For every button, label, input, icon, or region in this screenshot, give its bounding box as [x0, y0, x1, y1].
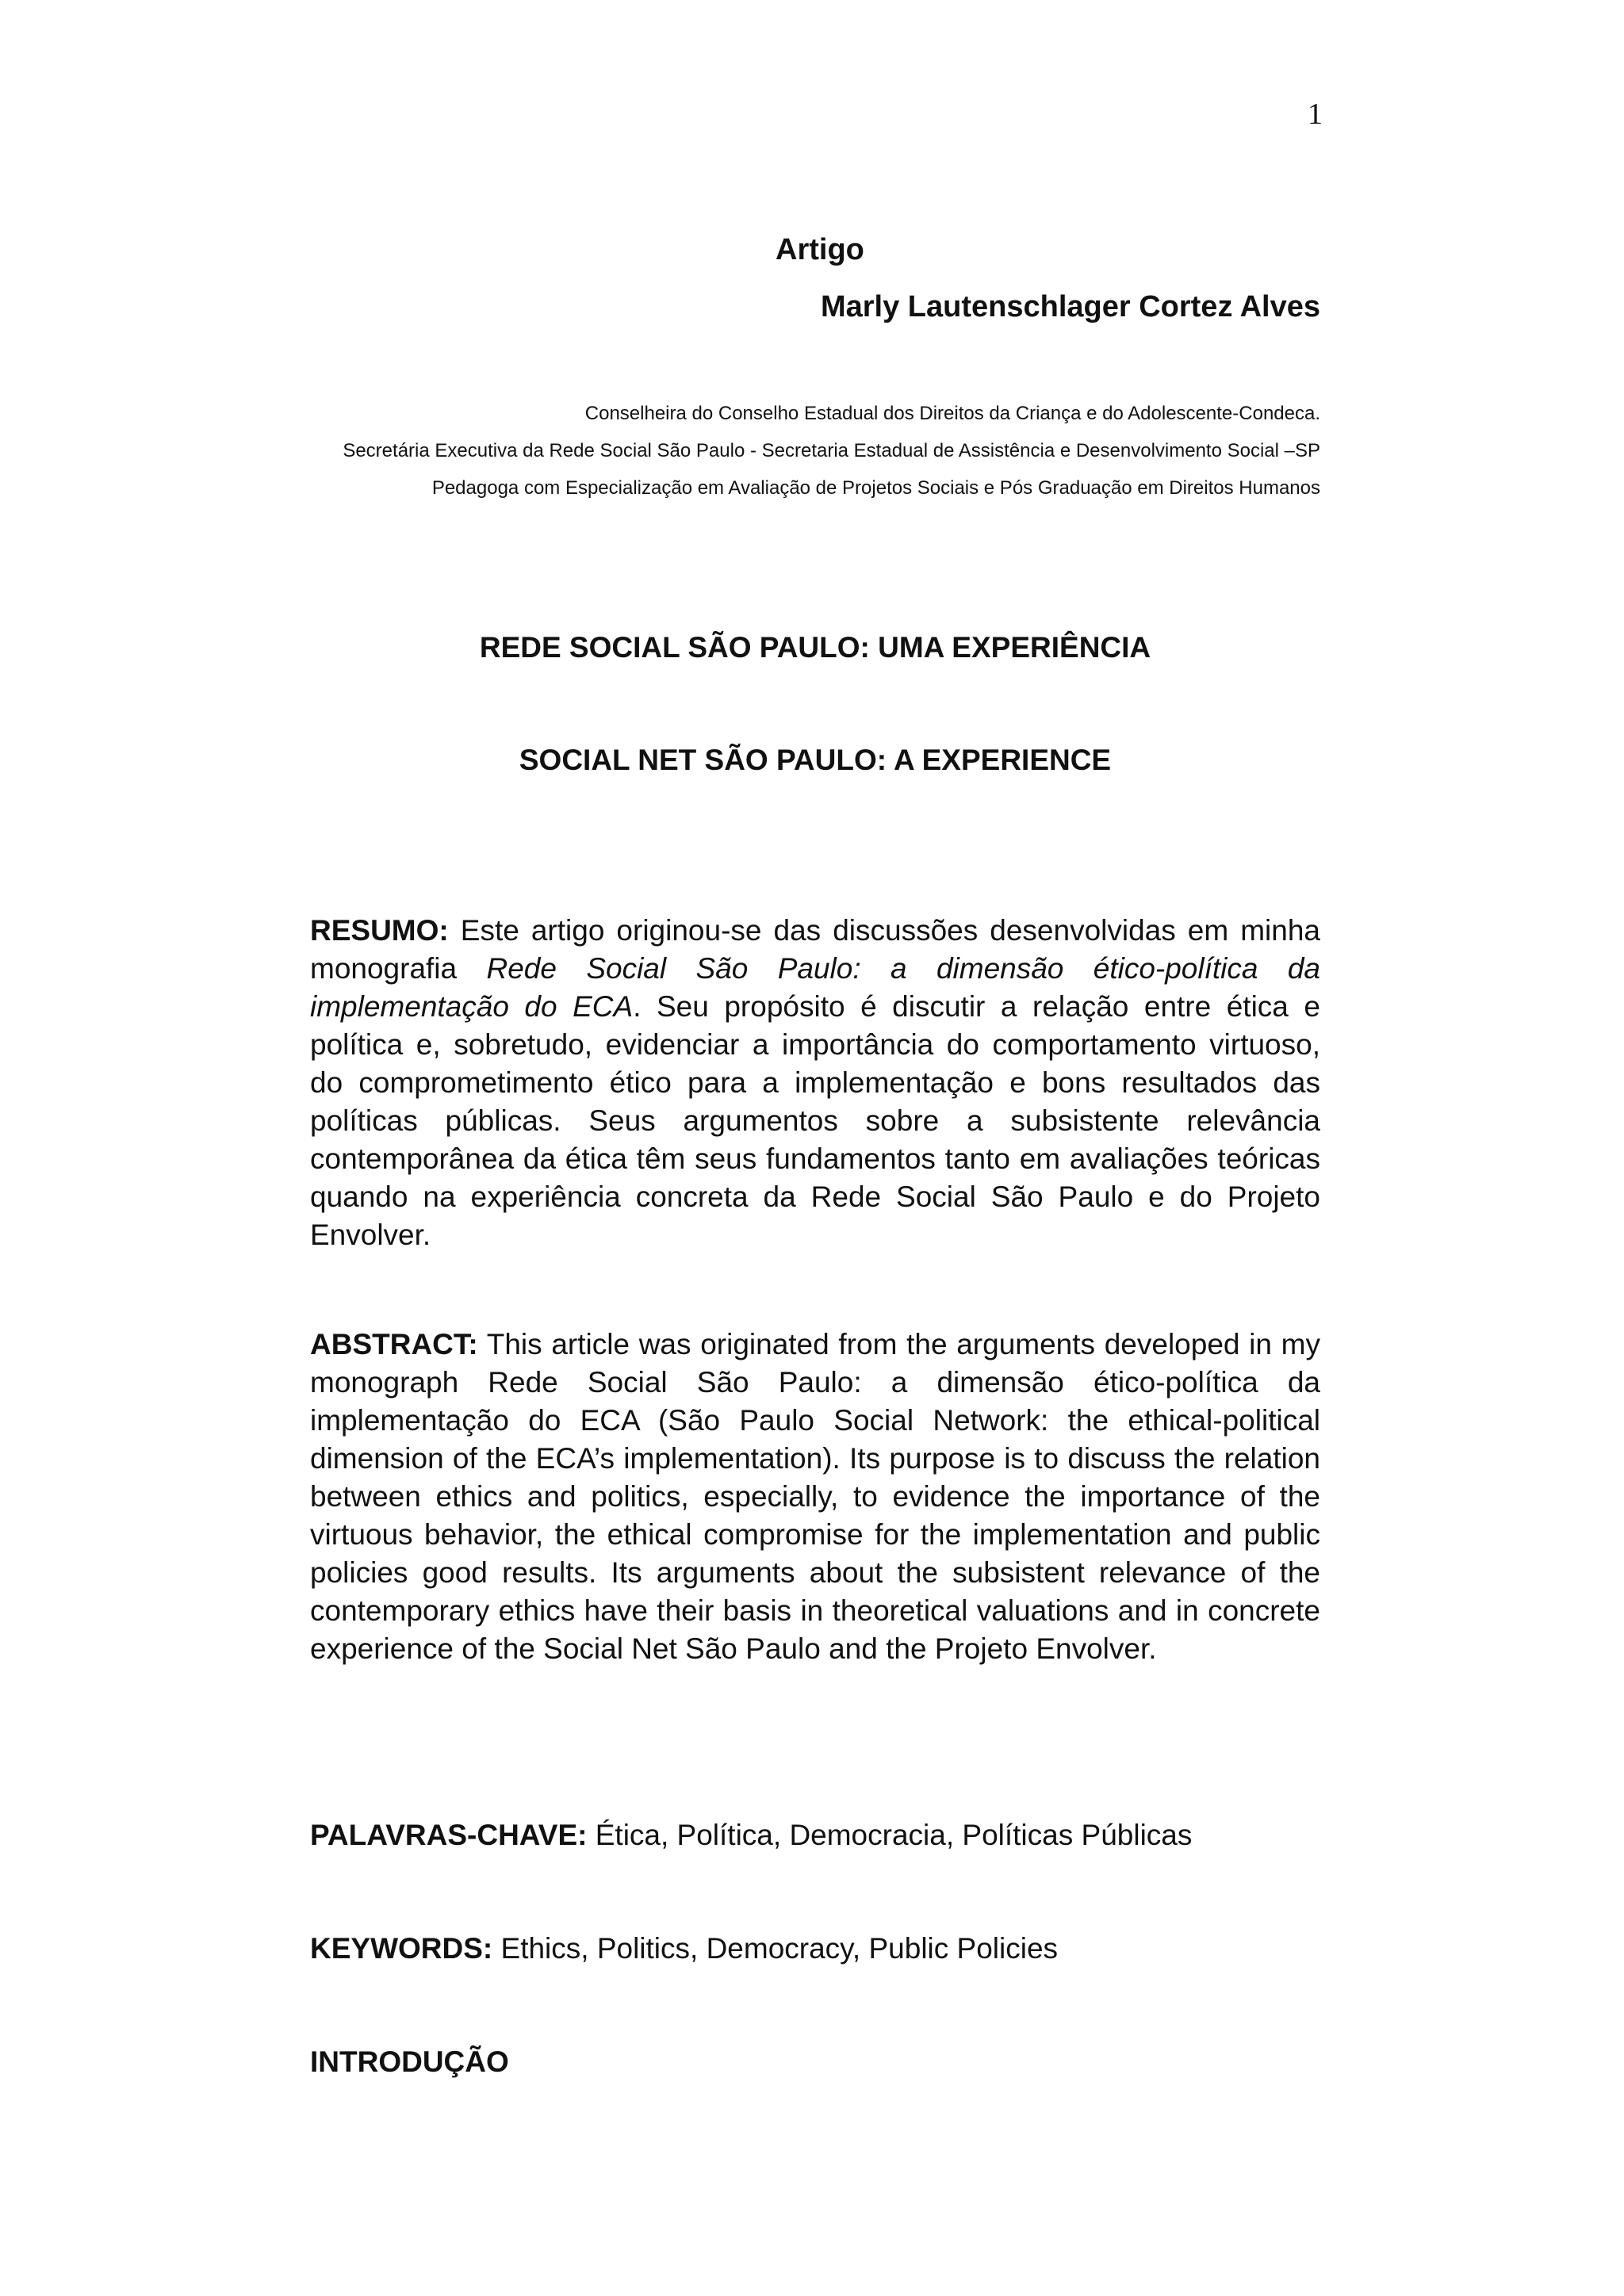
abstract-text: This article was originated from the arguments developed in my monograph Rede Social São Paulo: a dimensão ético-política da implementação do ECA (São Paulo Social Network: the ethical-political dimension of the ECA’s implementation). Its purpose is to discuss the relation between ethics and politics, especially, to evidence the importance of the virtuous behavior, the ethical compromise for the implementation and public policies good results. Its arguments about the subsistent relevance of the contemporary ethics have their basis in theoretical valuations and in concrete experience of the Social Net São Paulo and the Projeto Envolver. [310, 1328, 1320, 1665]
resumo-paragraph [310, 912, 1320, 1254]
palavras-chave-line [310, 1819, 1192, 1852]
resumo-italic-title: Rede Social São Paulo: a dimensão ético-política da implementação do ECA [310, 952, 1321, 1023]
abstract-label: ABSTRACT: [310, 1328, 478, 1360]
resumo-label: RESUMO: [310, 914, 449, 947]
title-portuguese: REDE SOCIAL SÃO PAULO: UMA EXPERIÊNCIA [479, 631, 1151, 664]
affiliation-line-2: Secretária Executiva da Rede Social São Paulo - Secretaria Estadual de Assistência e Desenvolvimento Social –SP [343, 440, 1320, 461]
article-label: Artigo [776, 233, 864, 266]
keywords-label: KEYWORDS: [310, 1932, 493, 1965]
resumo-text-before: Este artigo originou-se das discussões desenvolvidas em minha monografia [310, 914, 1320, 985]
affiliation-line-3: Pedagoga com Especialização em Avaliação de Projetos Sociais e Pós Graduação em Direitos Humanos [431, 477, 1320, 499]
keywords-text: Ethics, Politics, Democracy, Public Policies [492, 1932, 1059, 1965]
palavras-chave-label: PALAVRAS-CHAVE: [310, 1819, 588, 1851]
resumo-text-after: . Seu propósito é discutir a relação entre ética e política e, sobretudo, evidenciar a importância do comportamento virtuoso, do comprometimento ético para a implementação e bons resultados das políticas públicas. Seus argumentos sobre a subsistente relevância contemporânea da ética têm seus fundamentos tanto em avaliações teóricas quando na experiência concreta da Rede Social São Paulo e do Projeto Envolver. [310, 990, 1320, 1251]
intro-heading: INTRODUÇÃO [310, 2045, 509, 2078]
author-name: Marly Lautenschlager Cortez Alves [820, 290, 1320, 323]
affiliation-line-1: Conselheira do Conselho Estadual dos Direitos da Criança e do Adolescente-Condeca. [584, 403, 1320, 424]
title-english: SOCIAL NET SÃO PAULO: A EXPERIENCE [519, 744, 1112, 776]
palavras-chave-text: Ética, Política, Democracia, Políticas Públicas [587, 1819, 1193, 1851]
keywords-line [310, 1932, 1058, 1965]
page-number: 1 [1308, 98, 1323, 131]
abstract-paragraph [310, 1326, 1320, 1668]
